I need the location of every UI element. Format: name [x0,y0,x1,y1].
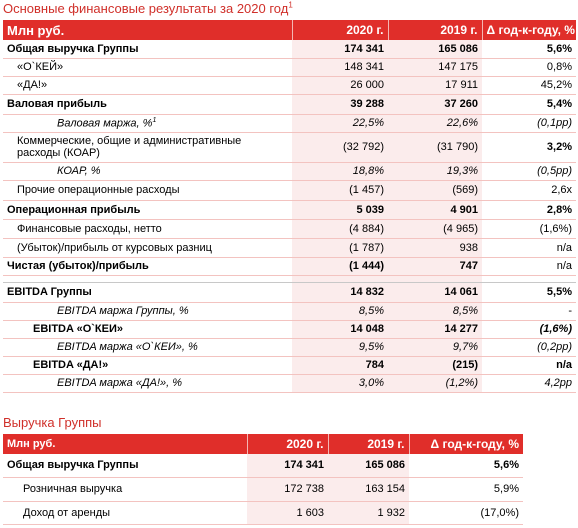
value-delta: 5,6% [482,40,576,58]
row-label: Общая выручка Группы [3,40,292,58]
column-header-delta: Δ год-к-году, % [482,20,576,40]
row-label: Финансовые расходы, нетто [3,219,292,238]
table-row [3,114,576,132]
table-row [3,58,576,76]
value-2020: 784 [292,356,388,374]
table-row [3,454,523,477]
row-label: Розничная выручка [3,477,247,501]
table-row [3,338,576,356]
value-2020: 18,8% [292,162,388,180]
value-delta: n/a [482,257,576,275]
value-delta: (1,6%) [482,320,576,338]
value-delta: 5,5% [482,282,576,302]
value-2020: (1 787) [292,238,388,257]
value-delta: 0,8% [482,58,576,76]
value-2020: (4 884) [292,219,388,238]
table-row [3,219,576,238]
value-2019: (1,2%) [388,374,482,392]
row-label: EBITDA «ДА!» [3,356,292,374]
value-2020: 174 341 [247,454,328,477]
table-row [3,180,576,200]
value-2020: (1 457) [292,180,388,200]
value-delta: 5,4% [482,94,576,114]
value-2019: 165 086 [328,454,409,477]
value-delta: n/a [482,356,576,374]
table-row [3,302,576,320]
value-delta: (17,0%) [409,501,523,524]
value-delta: 2,8% [482,200,576,219]
row-label: Операционная прибыль [3,200,292,219]
row-label: Доход от аренды [3,501,247,524]
row-label: Валовая маржа, %$^1$ [3,114,292,132]
value-2019: 17 911 [388,76,482,94]
column-header-2020: 2020 г. [247,434,328,454]
row-label: EBITDA маржа «О`КЕИ», % [3,338,292,356]
value-2020: 3,0% [292,374,388,392]
table-row [3,320,576,338]
table2-title: Выручка Группы [3,415,102,430]
value-delta: (0,1pp) [482,114,576,132]
financial-results-table [3,20,576,393]
value-delta: 5,9% [409,477,523,501]
value-2020: 5 039 [292,200,388,219]
value-delta: (0,5pp) [482,162,576,180]
value-delta: 3,2% [482,132,576,162]
value-2019: 14 277 [388,320,482,338]
table-row [3,257,576,275]
column-header-label: Млн руб. [3,20,292,40]
table-row [3,94,576,114]
value-2019: 37 260 [388,94,482,114]
row-label: Общая выручка Группы [3,454,247,477]
table-row [3,282,576,302]
value-2020: 148 341 [292,58,388,76]
row-label: EBITDA «О`КЕИ» [3,320,292,338]
table-row [3,40,576,58]
value-2020: 14 832 [292,282,388,302]
row-label: Валовая прибыль [3,94,292,114]
table-row [3,200,576,219]
column-header-2019: 2019 г. [328,434,409,454]
column-header-2020: 2020 г. [292,20,388,40]
value-delta: 2,6x [482,180,576,200]
table1-header-row [3,20,576,40]
value-2020: 14 048 [292,320,388,338]
value-2019: 938 [388,238,482,257]
value-delta: 4,2pp [482,374,576,392]
column-header-delta: Δ год-к-году, % [409,434,523,454]
value-delta: (0,2pp) [482,338,576,356]
table-row [3,238,576,257]
value-2019: 4 901 [388,200,482,219]
spacer-row [3,275,576,282]
row-label: Чистая (убыток)/прибыль [3,257,292,275]
column-header-label: Млн руб. [3,434,247,454]
row-label: EBITDA маржа Группы, % [3,302,292,320]
table-row [3,477,523,501]
value-2019: 8,5% [388,302,482,320]
table-row [3,356,576,374]
value-2019: (4 965) [388,219,482,238]
value-2020: 26 000 [292,76,388,94]
value-2020: 39 288 [292,94,388,114]
table1-title: Основные финансовые результаты за 2020 год$^1$ [3,0,293,16]
row-label: EBITDA маржа «ДА!», % [3,374,292,392]
value-delta: 45,2% [482,76,576,94]
value-2019: 1 932 [328,501,409,524]
row-label: (Убыток)/прибыль от курсовых разниц [3,238,292,257]
value-2019: 165 086 [388,40,482,58]
value-2019: (31 790) [388,132,482,162]
table-row [3,162,576,180]
value-2020: 174 341 [292,40,388,58]
value-delta: n/a [482,238,576,257]
row-label: КОАР, % [3,162,292,180]
value-2019: 14 061 [388,282,482,302]
table2-header-row [3,434,523,454]
column-header-2019: 2019 г. [388,20,482,40]
value-delta: (1,6%) [482,219,576,238]
table-row [3,132,576,162]
table-row [3,501,523,524]
value-2019: (215) [388,356,482,374]
value-delta: - [482,302,576,320]
row-label: «ДА!» [3,76,292,94]
table-row [3,76,576,94]
value-2019: (569) [388,180,482,200]
value-2019: 747 [388,257,482,275]
value-2019: 22,6% [388,114,482,132]
value-delta: 5,6% [409,454,523,477]
value-2020: (1 444) [292,257,388,275]
value-2020: 9,5% [292,338,388,356]
value-2020: 22,5% [292,114,388,132]
value-2020: 172 738 [247,477,328,501]
table-row [3,374,576,392]
value-2019: 9,7% [388,338,482,356]
row-label: «О`КЕЙ» [3,58,292,76]
value-2019: 163 154 [328,477,409,501]
group-revenue-table [3,434,523,525]
value-2019: 147 175 [388,58,482,76]
row-label: Прочие операционные расходы [3,180,292,200]
row-label: Коммерческие, общие и административные расходы (КОАР) [3,132,292,162]
value-2020: 1 603 [247,501,328,524]
value-2019: 19,3% [388,162,482,180]
value-2020: 8,5% [292,302,388,320]
value-2020: (32 792) [292,132,388,162]
row-label: EBITDA Группы [3,282,292,302]
